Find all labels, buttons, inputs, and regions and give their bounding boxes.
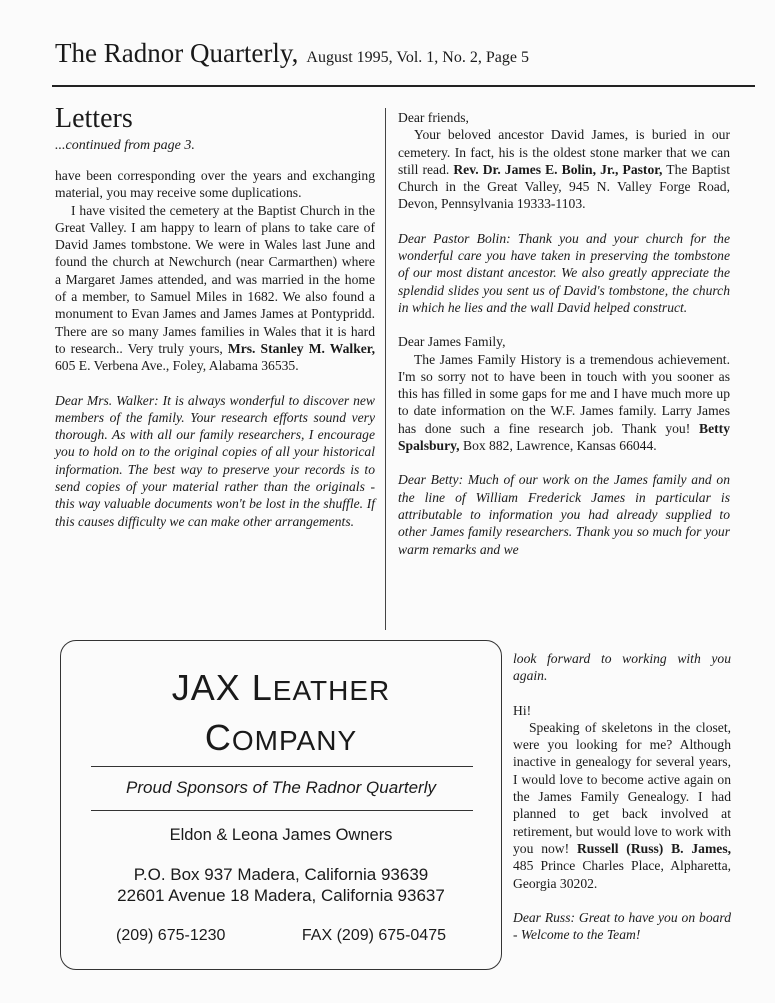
right-column [398, 109, 730, 558]
newsletter-title: The Radnor Quarterly, [55, 38, 299, 68]
greeting-james-family: Dear James Family, [398, 334, 506, 350]
section-title: Letters [55, 103, 133, 134]
reply-spalsbury-start: Dear Betty: Much of our work on the James family and on the line of William Frederick James in particular is attributable to information you had already supplied to other James family researchers. Thank you so much for your warm remarks and we [398, 472, 730, 557]
column-divider [385, 108, 386, 630]
ad-phone-row [116, 927, 446, 945]
ad-rule-top [91, 766, 473, 767]
greeting-hi: Hi! [513, 702, 532, 718]
letter-walker-p1: have been corresponding over the years and exchanging material, you may receive some duplications. [55, 168, 375, 201]
letter-russ: Speaking of skeletons in the closet, were you looking for me? Although inactive in genealogy for several years, I would love to become active again on the James Family Genealogy. I had planned to get back involved at retirement, but would love to work with you now! Russell (Russ) B. James, 485 Prince Charles Place, Alpharetta, Georgia 30202. [513, 719, 732, 891]
signer-spalsbury: Betty Spalsbury, [398, 420, 730, 454]
ad-slogan: Proud Sponsors of The Radnor Quarterly [126, 778, 436, 797]
ad-phone: (209) 675-1230 [116, 927, 226, 944]
signer-russ: Russell (Russ) B. James, [576, 840, 732, 856]
ad-address-1: P.O. Box 937 Madera, California 93639 [133, 865, 429, 884]
ad-fax: FAX (209) 675-0475 [301, 927, 446, 944]
reply-walker: Dear Mrs. Walker: It is always wonderful to discover new members of the family. Your research efforts sound very thorough. As with all our family researchers, I encourage you to hold on to the original copies of all your historical information. The best way to preserve your records is to send copies of your material rather than the originals - this way valuable documents won't be lost in the shuffle. If this causes difficulty we can make other arrangements. [55, 392, 375, 529]
ad-company-line-1: JAX LEATHER [171, 667, 391, 708]
ad-company-line-2: COMPANY [204, 717, 358, 758]
issue-info: August 1995, Vol. 1, No. 2, Page 5 [306, 49, 529, 66]
reply-bolin: Dear Pastor Bolin: Thank you and your church for the wonderful care you have taken in preserving the tombstone of our most distant ancestor. We also greatly appreciate the splendid slides you sent us of David's tombstone, the church in which he lies and the wall David helped construct. [398, 230, 730, 315]
ad-owners: Eldon & Leona James Owners [169, 826, 393, 844]
reply-russ: Dear Russ: Great to have you on board - Welcome to the Team! [513, 909, 731, 943]
signer-walker: Mrs. Stanley M. Walker, [227, 340, 375, 356]
header-rule [52, 85, 755, 87]
letter-bolin: Your beloved ancestor David James, is buried in our cemetery. In fact, his is the oldest stone marker that we can still read. Rev. Dr. James E. Bolin, Jr., Pastor, The Baptist Church in the Great Valley, 945 N. Valley Forge Road, Devon, Pennsylvania 19333-1103. [398, 127, 730, 212]
ad-rule-bottom [91, 810, 473, 811]
continued-note: ...continued from page 3. [55, 138, 195, 153]
letter-walker-p2: I have visited the cemetery at the Baptist Church in the Great Valley. I am happy to learn of plans to take care of David James tombstone. We were in Wales last June and found the church at Newchurch (near Carmarthen) where a Margaret James attended, and was married in the home of a member, to Samuel Miles in 1682. We also found a monument to Evan James and James James at Pontypridd. There are so many James families in Wales that it is hard to research.. Very truly yours, Mrs. Stanley M. Walker, 605 E. Verbena Ave., Foley, Alabama 36535. [55, 202, 375, 374]
greeting-friends: Dear friends, [398, 110, 469, 125]
jax-leather-ad [60, 640, 502, 970]
bottom-right-column [513, 650, 731, 943]
masthead [55, 38, 755, 69]
ad-address-2: 22601 Avenue 18 Madera, California 93637 [117, 886, 445, 905]
reply-spalsbury-end: look forward to working with you again. [513, 651, 731, 684]
letter-spalsbury: The James Family History is a tremendous achievement. I'm so sorry not to have been in touch with you sooner as this has filled in some gaps for me and I have much more up to date information on the W.F. James family. Larry James has done such a fine research job. Thank you! Betty Spalsbury, Box 882, Lawrence, Kansas 66044. [398, 351, 730, 454]
signer-bolin: Rev. Dr. James E. Bolin, Jr., Pastor, [453, 161, 663, 177]
left-column [55, 167, 375, 530]
